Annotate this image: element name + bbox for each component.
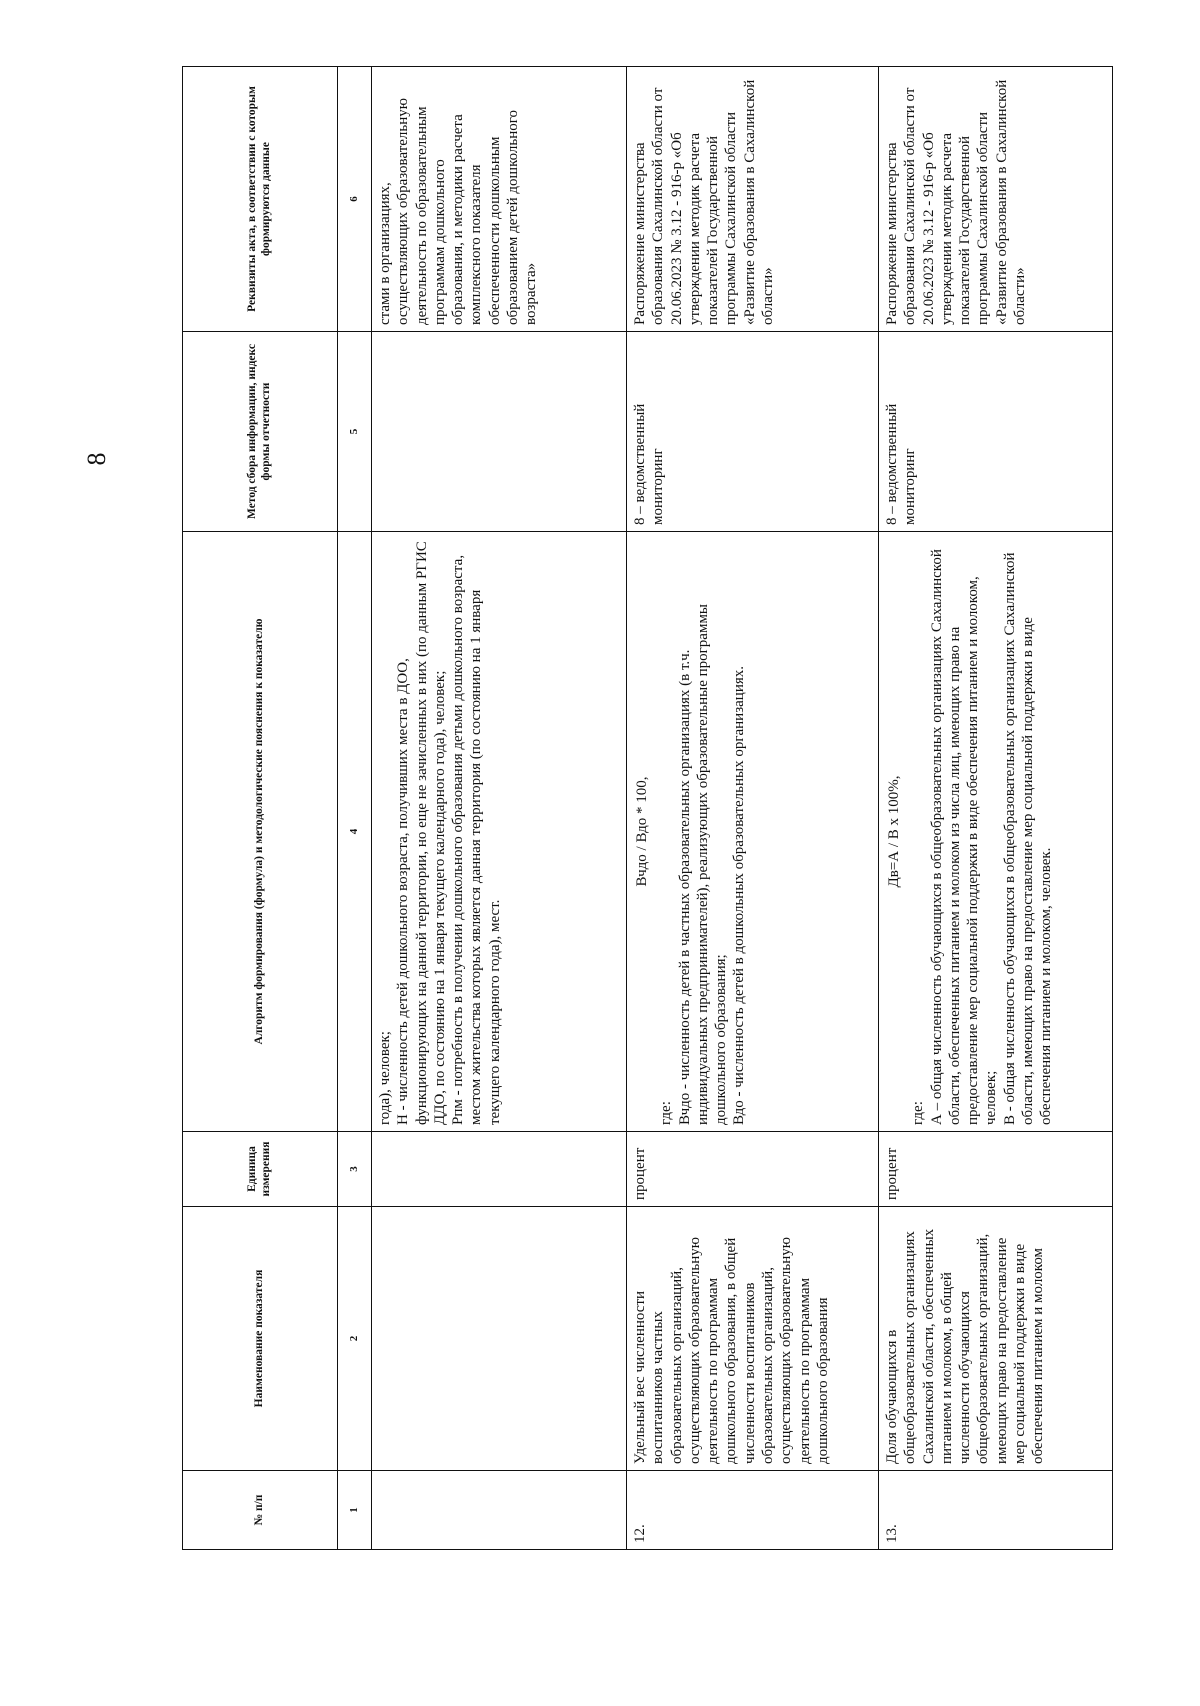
- table-header-row: [183, 67, 338, 1550]
- cell-algorithm: [879, 532, 1113, 1132]
- header-method: Метод сбора информации, индекс формы отчетности: [183, 332, 338, 532]
- algorithm-line: года), человек;: [377, 1031, 393, 1125]
- column-number: 3: [338, 1132, 372, 1207]
- column-number: 1: [338, 1471, 372, 1550]
- algorithm-line: Вчдо - численность детей в частных образовательных организациях (в т.ч. индивидуальных предпринимателей), реализующих образовательные программы дошкольного образования;: [676, 603, 730, 1125]
- algorithm-line: Вдо - численность детей в дошкольных образовательных организациях.: [731, 666, 748, 1125]
- column-number: 6: [338, 67, 372, 332]
- cell-method: 8 – ведомственный мониторинг: [627, 332, 879, 532]
- cell-algorithm: [372, 532, 627, 1132]
- header-name: Наименование показателя: [183, 1207, 338, 1471]
- header-num: № п/п: [183, 1471, 338, 1550]
- cell-num: 12.: [627, 1471, 879, 1550]
- cell-algorithm: [627, 532, 879, 1132]
- where-label: где:: [910, 1101, 927, 1125]
- cell-unit: процент: [879, 1132, 1113, 1207]
- formula: Вчдо / Вдо * 100,: [634, 776, 650, 887]
- cell-unit: процент: [627, 1132, 879, 1207]
- column-number: 2: [338, 1207, 372, 1471]
- rotated-table-container: [182, 67, 1113, 1550]
- cell-act: Распоряжение министерства образования Сахалинской области от 20.06.2023 № 3.12 - 916-р «Об утверждении методик расчета показателей Государственной программы Сахалинской области «Развитие образования в Сахалинской области»: [627, 67, 879, 332]
- table-row-continuation: [372, 67, 627, 1550]
- column-numbers-row: [338, 67, 372, 1550]
- header-algorithm: Алгоритм формирования (формула) и методологические пояснения к показателю: [183, 532, 338, 1132]
- algorithm-line: Н - численность детей дошкольного возраста, получивших места в ДОО, функционирующих на данной территории, но еще не зачисленных в них (по данным РГИС ДДО, по состоянию на 1 января текущего календарного года), человек;: [395, 541, 448, 1125]
- algorithm-line: А – общая численность обучающихся в общеобразовательных организациях Сахалинской области, обеспеченных питанием и молоком из числа лиц, имеющих право на предоставление мер социальной поддержки в виде обеспечения питанием и молоком, человек;: [928, 549, 1000, 1125]
- indicator-table: [182, 66, 1113, 1550]
- cell-unit: [372, 1132, 627, 1207]
- cell-name: [372, 1207, 627, 1471]
- cell-method: 8 – ведомственный мониторинг: [879, 332, 1113, 532]
- header-act: Реквизиты акта, в соответствии с которым формируются данные: [183, 67, 338, 332]
- where-label: где:: [658, 1101, 675, 1125]
- cell-num: [372, 1471, 627, 1550]
- table-row-13: [879, 67, 1113, 1550]
- cell-method: [372, 332, 627, 532]
- cell-name: Удельный вес численности воспитанников частных образовательных организаций, осуществляющих образовательную деятельность по программам дошкольного образования, в общей численности воспитанников образовательных организаций, осуществляющих образовательную деятельность по программам дошкольного образования: [627, 1207, 879, 1471]
- cell-act: стами в организациях, осуществляющих образовательную деятельность по образовательным программам дошкольного образования, и методики расчета комплексного показателя обеспеченности дошкольным образованием детей дошкольного возраста»: [372, 67, 627, 332]
- cell-name: Доля обучающихся в общеобразовательных организациях Сахалинской области, обеспеченных питанием и молоком, в общей численности обучающихся общеобразовательных организаций, имеющих право на предоставление мер социальной поддержки в виде обеспечения питанием и молоком: [879, 1207, 1113, 1471]
- formula: Дв=А / В х 100%,: [886, 775, 902, 888]
- algorithm-line: В - общая численность обучающихся в общеобразовательных организациях Сахалинской области, имеющих право на предоставление мер социальной поддержки в виде обеспечения питанием и молоком, человек.: [1001, 552, 1055, 1125]
- algorithm-line: Рпм - потребность в получении дошкольного образования детьми дошкольного возраста, местом жительства которых является данная территория (по состоянию на 1 января текущего календарного года), мест.: [450, 554, 503, 1125]
- header-unit: Единица измерения: [183, 1132, 338, 1207]
- cell-num: 13.: [879, 1471, 1113, 1550]
- page-number: 8: [82, 452, 111, 466]
- cell-act: Распоряжение министерства образования Сахалинской области от 20.06.2023 № 3.12 - 916-р «Об утверждении методик расчета показателей Государственной программы Сахалинской области «Развитие образования в Сахалинской области»: [879, 67, 1113, 332]
- column-number: 5: [338, 332, 372, 532]
- column-number: 4: [338, 532, 372, 1132]
- table-row-12: [627, 67, 879, 1550]
